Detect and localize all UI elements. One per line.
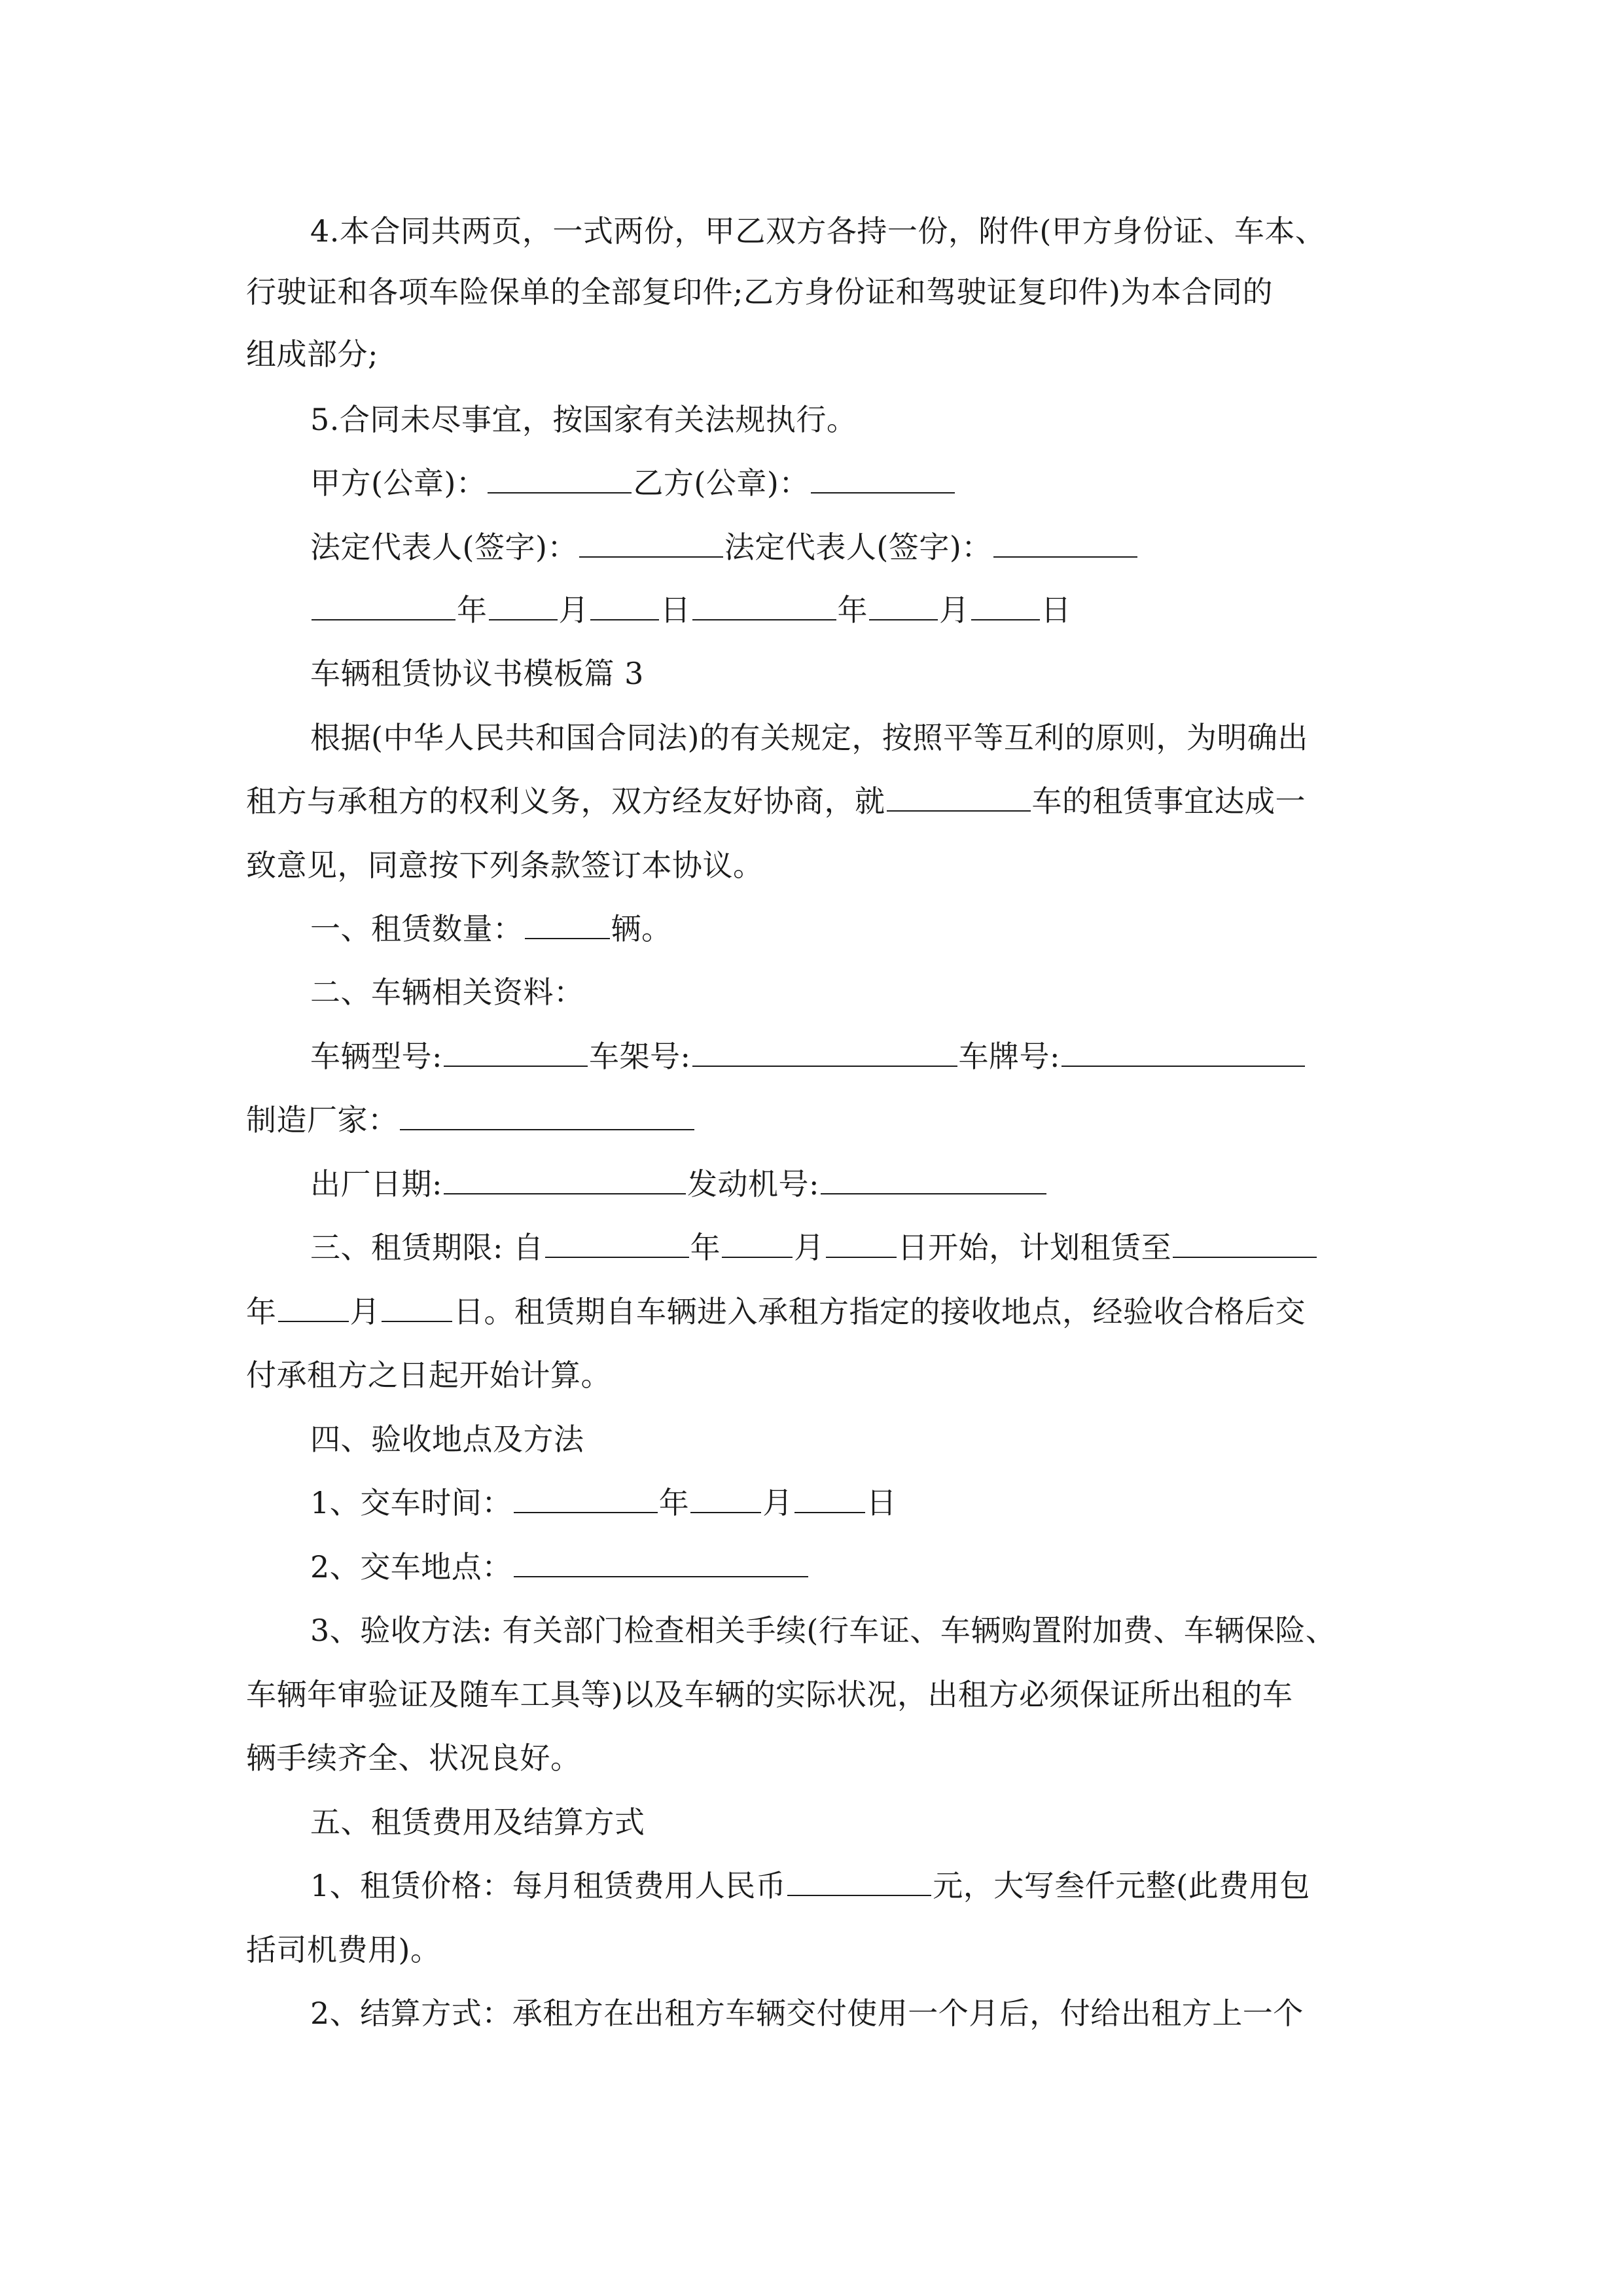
end-day-blank <box>382 1295 452 1322</box>
month-blank <box>489 593 558 620</box>
rental-price-line-2 <box>246 1930 440 1969</box>
month-label-2: 月 <box>939 592 970 628</box>
month-label: 月 <box>349 1294 380 1329</box>
year-blank <box>312 593 455 620</box>
delivery-time-label: 1、交车时间： <box>310 1485 512 1520</box>
party-a-seal-label: 甲方(公章)： <box>310 465 487 501</box>
end-month-blank <box>278 1295 349 1322</box>
model-blank <box>444 1039 588 1067</box>
year-blank-2 <box>692 593 836 620</box>
start-year-blank <box>545 1230 689 1258</box>
quantity-blank <box>525 912 610 939</box>
frame-blank <box>692 1039 957 1067</box>
text: 1、租赁价格：每月租赁费用人民币 <box>310 1868 787 1903</box>
party-a-seal-blank <box>488 466 632 493</box>
fees-heading <box>310 1803 645 1842</box>
day-blank <box>590 593 659 620</box>
rep-a-label: 法定代表人(签字)： <box>310 529 578 565</box>
inspection-method-line-1 <box>310 1611 1336 1650</box>
delivery-month-blank <box>690 1486 761 1513</box>
text: 4.本合同共两页，一式两份，甲乙双方各持一份，附件(甲方身份证、车本、 <box>310 213 1326 249</box>
start-month-blank <box>722 1230 793 1258</box>
text: 付承租方之日起开始计算。 <box>246 1357 611 1393</box>
delivery-time-line <box>310 1483 897 1522</box>
text: 组成部分; <box>246 336 378 372</box>
text: 车的租赁事宜达成一 <box>1031 783 1306 819</box>
day-label-2: 日 <box>1041 592 1071 628</box>
delivery-place-blank <box>514 1550 808 1577</box>
clause-4-line-3 <box>246 334 378 374</box>
rep-b-label: 法定代表人(签字)： <box>724 529 992 565</box>
text: 元，大写叁仟元整(此费用包 <box>933 1868 1310 1903</box>
intro-line-2 <box>246 781 1306 821</box>
text: 致意见，同意按下列条款签订本协议。 <box>246 848 764 883</box>
rental-period-line-1 <box>310 1228 1318 1267</box>
quantity-unit: 辆。 <box>611 911 672 946</box>
text: 租方与承租方的权利义务，双方经友好协商，就 <box>246 783 885 819</box>
rep-a-blank <box>579 530 723 558</box>
end-year-blank <box>1173 1230 1317 1258</box>
price-blank <box>787 1869 931 1896</box>
inspection-method-line-3 <box>246 1738 581 1778</box>
inspection-heading <box>310 1420 584 1459</box>
year-label: 年 <box>658 1485 690 1520</box>
rental-period-line-3 <box>246 1355 611 1395</box>
factory-date-label: 出厂日期: <box>310 1166 442 1202</box>
maker-label: 制造厂家： <box>246 1102 399 1138</box>
factory-date-line <box>310 1164 1048 1204</box>
plate-blank <box>1061 1039 1305 1067</box>
day-blank-2 <box>971 593 1040 620</box>
vehicle-id-line <box>310 1037 1306 1076</box>
month-label: 月 <box>762 1485 793 1520</box>
text: 3、验收方法: 有关部门检查相关手续(行车证、车辆购置附加费、车辆保险、 <box>310 1613 1336 1648</box>
text: 根据(中华人民共和国合同法)的有关规定，按照平等互利的原则，为明确出 <box>310 720 1308 755</box>
intro-line-3 <box>246 846 764 885</box>
text: 辆手续齐全、状况良好。 <box>246 1740 581 1776</box>
maker-line <box>246 1100 696 1139</box>
text: 日。租赁期自车辆进入承租方指定的接收地点，经验收合格后交 <box>454 1294 1306 1329</box>
title-text: 车辆租赁协议书模板篇 3 <box>310 656 644 691</box>
frame-label: 车架号: <box>589 1039 691 1074</box>
quantity-label: 一、租赁数量： <box>310 911 524 946</box>
text: 2、结算方式：承租方在出租方车辆交付使用一个月后，付给出租方上一个 <box>310 1996 1304 2031</box>
day-label: 日 <box>660 592 691 628</box>
year-label-2: 年 <box>837 592 868 628</box>
clause-5 <box>310 400 857 439</box>
start-day-blank <box>826 1230 897 1258</box>
maker-blank <box>400 1103 694 1130</box>
day-label: 日 <box>866 1485 897 1520</box>
clause-4-line-2 <box>246 272 1273 312</box>
party-seal-line <box>310 463 956 503</box>
settlement-line <box>310 1994 1304 2033</box>
section-title <box>310 654 644 693</box>
month-label: 月 <box>794 1230 825 1265</box>
rental-price-line-1 <box>310 1866 1310 1905</box>
intro-line-1 <box>310 718 1308 757</box>
delivery-place-line <box>310 1547 810 1587</box>
plate-label: 车牌号: <box>958 1039 1060 1074</box>
year-label: 年 <box>690 1230 721 1265</box>
text: 车辆年审验证及随车工具等)以及车辆的实际状况，出租方必须保证所出租的车 <box>246 1677 1293 1712</box>
vehicle-info-heading <box>310 973 584 1012</box>
vehicle-blank <box>887 784 1031 812</box>
engine-label: 发动机号: <box>687 1166 819 1202</box>
factory-date-blank <box>444 1167 686 1194</box>
text: 日开始，计划租赁至 <box>897 1230 1172 1265</box>
text: 三、租赁期限: 自 <box>310 1230 544 1265</box>
text: 5.合同未尽事宜，按国家有关法规执行。 <box>310 402 857 437</box>
text: 二、车辆相关资料： <box>310 975 584 1010</box>
year-label: 年 <box>246 1294 277 1329</box>
representative-signature-line <box>310 528 1139 567</box>
clause-4-line-1 <box>310 211 1325 251</box>
engine-blank <box>821 1167 1046 1194</box>
delivery-year-blank <box>514 1486 658 1513</box>
rental-quantity-line <box>310 909 672 948</box>
party-b-seal-label: 乙方(公章)： <box>633 465 810 501</box>
year-label: 年 <box>457 592 488 628</box>
month-blank-2 <box>869 593 938 620</box>
delivery-day-blank <box>794 1486 865 1513</box>
inspection-method-line-2 <box>246 1675 1293 1714</box>
text: 行驶证和各项车险保单的全部复印件;乙方身份证和驾驶证复印件)为本合同的 <box>246 274 1273 310</box>
rep-b-blank <box>993 530 1137 558</box>
signing-date-line <box>310 590 1071 630</box>
model-label: 车辆型号: <box>310 1039 442 1074</box>
delivery-place-label: 2、交车地点： <box>310 1549 512 1585</box>
party-b-seal-blank <box>811 466 955 493</box>
text: 四、验收地点及方法 <box>310 1422 584 1457</box>
month-label: 月 <box>558 592 589 628</box>
rental-period-line-2 <box>246 1292 1306 1331</box>
text: 括司机费用)。 <box>246 1932 441 1967</box>
text: 五、租赁费用及结算方式 <box>310 1804 645 1840</box>
